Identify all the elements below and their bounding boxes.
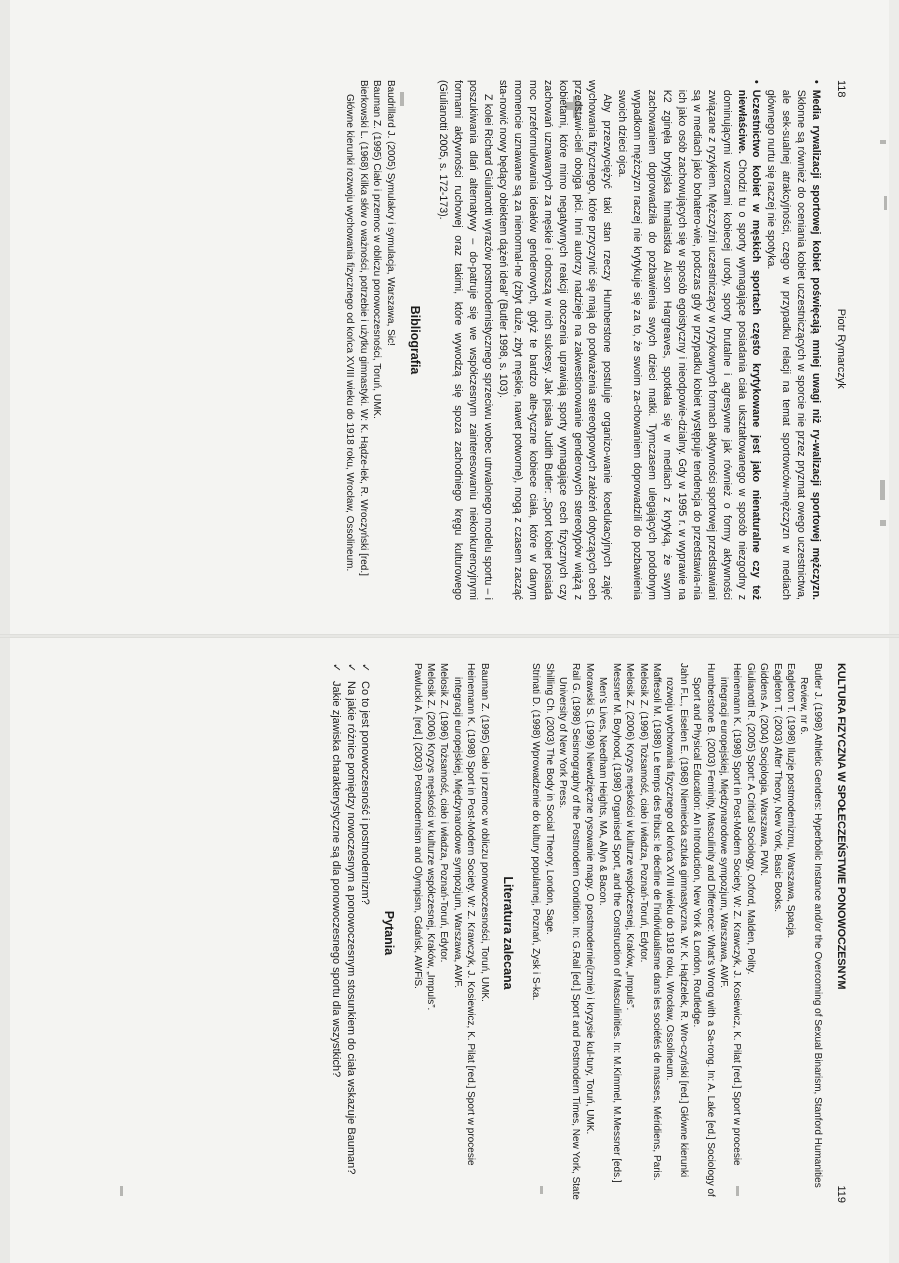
reference-item: Morawski S. (1999) Niewdzięczne rysowanie mapy. O postmodernie(izmie) i kryzysie kul-tury, Toruń, UMK. xyxy=(583,663,595,1135)
reference-list xyxy=(529,663,824,1203)
recommended-heading: Literatura zalecana xyxy=(500,876,515,990)
reference-item: Messner M. Boyhood, (1998) Organised Sport, and the Construction of Masculinities. In: M.Kimmel, M.Messner [eds.] Men's Lives, Needham Heights, MA, Allyn & Bacon. xyxy=(597,663,622,1183)
question-text: Na jakie różnice pomiędzy nowoczesnym a ponowoczesnym stosunkiem do ciała wskazuje Bauman? xyxy=(344,681,357,1175)
reference-item: Melosik Z. (2006) Kryzys męskości w kulturze współczesnej, Kraków, „Impuls”. xyxy=(624,663,636,1011)
question-item xyxy=(329,663,344,1203)
bullet-item xyxy=(614,80,763,600)
bullet-text xyxy=(614,90,763,600)
reference-item: Bauman Z. (1995) Ciało i przemoc w obliczu ponowoczesności, Toruń, UMK. xyxy=(478,663,490,1002)
reference-item: Giddens A. (2004) Socjologia, Warszawa, PWN. xyxy=(758,663,770,877)
reference-item: Maffesoli M. (1988) Le temps des tribus: le decline de l'individualisme dans les sociétés de masses, Méridiens, Paris. xyxy=(650,663,662,1181)
checkmark-icon: ✓ xyxy=(359,663,372,673)
bullet-body: Skłonne są również do oceniania kobiet uczestniczących w sporcie nie przez pryzmat owego uczestnictwa, ale sek-sualnej atrakcyjności, czego w przypadku relacji na temat sportowców-mężczyzn w mediach głównego nurtu się raczej nie spotyka. xyxy=(765,89,808,600)
bullet-body: Chodzi tu o sporty wymagające posiadania ciała ukształtowanego w sposób niezgodny z dominującymi wzorcami kobiecej urody, sporty brutalne i agresywne jak również o formy aktywności związane z ryzykiem. Mężczyźni uczestniczący w ryzykownych formach aktywności sportowej przedstawiani są w mediach jako bohatero-wie, podczas gdy w przypadku kobiet występuje tendencja do przedstawia-nia ich jako osób zachowujących się w sposób egoistyczny i nieodpowie-dzialny. Gdy w 1995 r. w wyprawie na K2 zginęła brytyjska himalaistka Ali-son Hargreaves, spotkała się w mediach z krytyką, że swym zachowaniem doprowadziła do pozbawienia swych dzieci matki. Tymczasem ulegających podobnym wypadkom mężczyzn raczej nie krytykuje się za to, że swoim za-chowaniem doprowadzili do pozbawienia swoich dzieci ojca. xyxy=(616,89,748,600)
reference-item: Baudrillard J. (2005) Symulakry i symulacja, Warszawa, Sic! xyxy=(384,80,396,346)
reference-item: Humberstone B. (2003) Feminity, Masculinity and Difference: What's Wrong with a Sa-rong. In: A. Lake [ed.] Sociology of Sport and Physical Education: An Introduction, New York & London, Routledge. xyxy=(691,663,716,1197)
reference-item: Jahn F.L., Eiselen E. (1968) Niemiecka sztuka gimnastyczna. W: K. Hądzelek, R. Wro-czyński [red.] Główne kierunki rozwoju wychowania fizycznego od końca XVIII wieku do 1918 roku, Wrocław, Ossolineum. xyxy=(664,663,689,1178)
reference-item: Melosik Z. (1996) Tożsamość, ciało i władza, Poznań-Toruń, Edytor. xyxy=(637,663,649,963)
reference-item: Melosik Z. (1996) Tożsamość, ciało i władza, Poznań-Toruń, Edytor. xyxy=(438,663,450,963)
checkmark-icon: ✓ xyxy=(330,663,343,673)
bullet-icon: • xyxy=(810,80,823,84)
question-text: Co to jest ponowoczesność i postmodernizm? xyxy=(359,681,372,905)
reference-item: Strinati D. (1998) Wprowadzenie do kultury popularnej, Poznań, Zysk i S-ka. xyxy=(530,663,542,1001)
question-item xyxy=(343,663,358,1203)
bullet-item xyxy=(763,80,823,600)
reference-item: Bauman Z. (1995) Ciało i przemoc w obliczu ponowoczesności, Toruń, UMK. xyxy=(371,80,383,419)
bullet-text xyxy=(763,90,823,600)
reference-item: Eagleton T. (1998) Iluzje postmodernizmu, Warszawa, Spacja. xyxy=(784,663,796,939)
reference-item: Rail G. (1998) Seismography of the Postmodern Condition. In: G.Rail [ed.] Sport and Postmodern Times, New York, State University of New York Press. xyxy=(557,663,582,1200)
bullet-bold: Media rywalizacji sportowej kobiet poświęcają mniej uwagi niż ry-walizacji sportowej mężczyzn. xyxy=(810,89,823,600)
reference-item: Heinemann K. (1998) Sport in Post-Modern Society. W: Z. Krawczyk, J. Kosiewicz, K. Pilat [red.] Sport w procesie integracji europejskiej, Międzynarodowe sympozjum, Warszawa, AWF. xyxy=(717,663,743,1166)
question-text: Jakie zjawiska charakterystyczne są dla ponowoczesnego sportu dla wszystkich? xyxy=(330,681,343,1078)
page-119-header xyxy=(834,663,848,1203)
question-item xyxy=(358,663,373,1203)
running-head: KULTURA FIZYCZNA W SPOŁECZEŃSTWIE PONOWOCZESNYM xyxy=(835,663,847,990)
page-number: 118 xyxy=(835,80,847,98)
reference-item: Heinemann K. (1998) Sport in Post-Modern Society. W: Z. Krawczyk, J. Kosiewicz, K. Pilat [red.] Sport w procesie integracji europejskiej, Międzynarodowe sympozjum, Warszawa, AWF. xyxy=(451,663,477,1166)
bullet-bold: Uczestnictwo kobiet w męskich sportach często krytykowane jest jako nienaturalne czy też niewłaściwe. xyxy=(735,89,763,600)
page-fold-divider xyxy=(0,634,899,638)
page-119 xyxy=(329,663,848,1203)
reference-item: Eagleton T. (2003) After Theory, New York, Basic Books. xyxy=(771,663,783,913)
paragraph: Aby przezwyciężyć taki stan rzeczy Humberstone postuluje organizo-wanie koedukacyjnych zajęć wychowania fizycznego, które przyczynić się mają do podważenia stereotypowych założeń dotyczących cech przedstawi-cieli obojga płci. Inni autorzy nadzieje na zakwestionowanie genderowych stereotypów wiążą z kobietami, które mimo negatywnych reakcji otoczenia uprawiają sporty wymagające cech fizycznych czy zachowań uznawanych za męskie i odnoszą w nich sukcesy. Jak pisała Judith Butler: „Sport kobiet posiada moc przeformułowania ideałów genderowych, gdyż te bardzo alte-tyczne kobiece ciała, które w danym momencie uznawane są za nienormal-ne (zbyt duże, zbyt męskie, nawet potworne), mogą z czasem zacząć sta-nowić nowy będący obiektem dążeń ideał” (Butler 1998, s. 103). xyxy=(497,80,614,600)
page-118 xyxy=(343,80,848,600)
paragraph: Z kolei Richard Giulianotti wyrazów postmodernistycznego sprzeciwu wobec utrwalonego modelu sportu – i poszukiwania dlań alternatywy – do-patruje się we współczesnym zainteresowaniu niekonkurencyjnymi formami aktywności ruchowej oraz takimi, które wywodzą się spoza zachodniego kręgu kulturowego (Giulianotti 2005, s. 172-173). xyxy=(437,80,495,600)
bullet-icon: • xyxy=(750,80,763,84)
running-head: Piotr Rymarczyk xyxy=(835,308,847,389)
recommended-list xyxy=(410,663,490,1203)
page-number: 119 xyxy=(835,1185,847,1203)
reference-item: Bierkowski L. (1968) Kilka słów o ważności, potrzebie i użytku gimnastyki. W: K. Hądze-lek, R. Wroczyński [red.] Główne kierunki rozwoju wychowania fizycznego od końca XVIII wieku do 1918 roku, Wrocław, Ossolineum. xyxy=(344,80,369,576)
bibliography-list xyxy=(343,80,397,600)
reference-item: Giulianotti R. (2005) Sport: A Critical Sociology, Oxford, Malden, Polity. xyxy=(744,663,756,975)
questions-list xyxy=(329,663,373,1203)
questions-heading: Pytania xyxy=(382,910,397,956)
bibliography-heading: Bibliografia xyxy=(407,305,422,375)
reference-item: Melosik Z. (2006) Kryzys męskości w kulturze współczesnej, Kraków, „Impuls”. xyxy=(425,663,437,1011)
reference-item: Shilling Ch. (2003) The Body in Social Theory, London, Sage. xyxy=(543,663,555,935)
reference-item: Pawlucki A. [red.] (2003) Postmodernism and Olympism, Gdańsk, AWFiS. xyxy=(411,663,423,989)
checkmark-icon: ✓ xyxy=(344,663,357,673)
page-118-header xyxy=(833,80,848,600)
reference-item: Butler J. (1998) Athletic Genders: Hyperbolic Instance and/or the Overcoming of Sexual Binarism, Stanford Humanities Review, nr 6. xyxy=(798,663,823,1188)
